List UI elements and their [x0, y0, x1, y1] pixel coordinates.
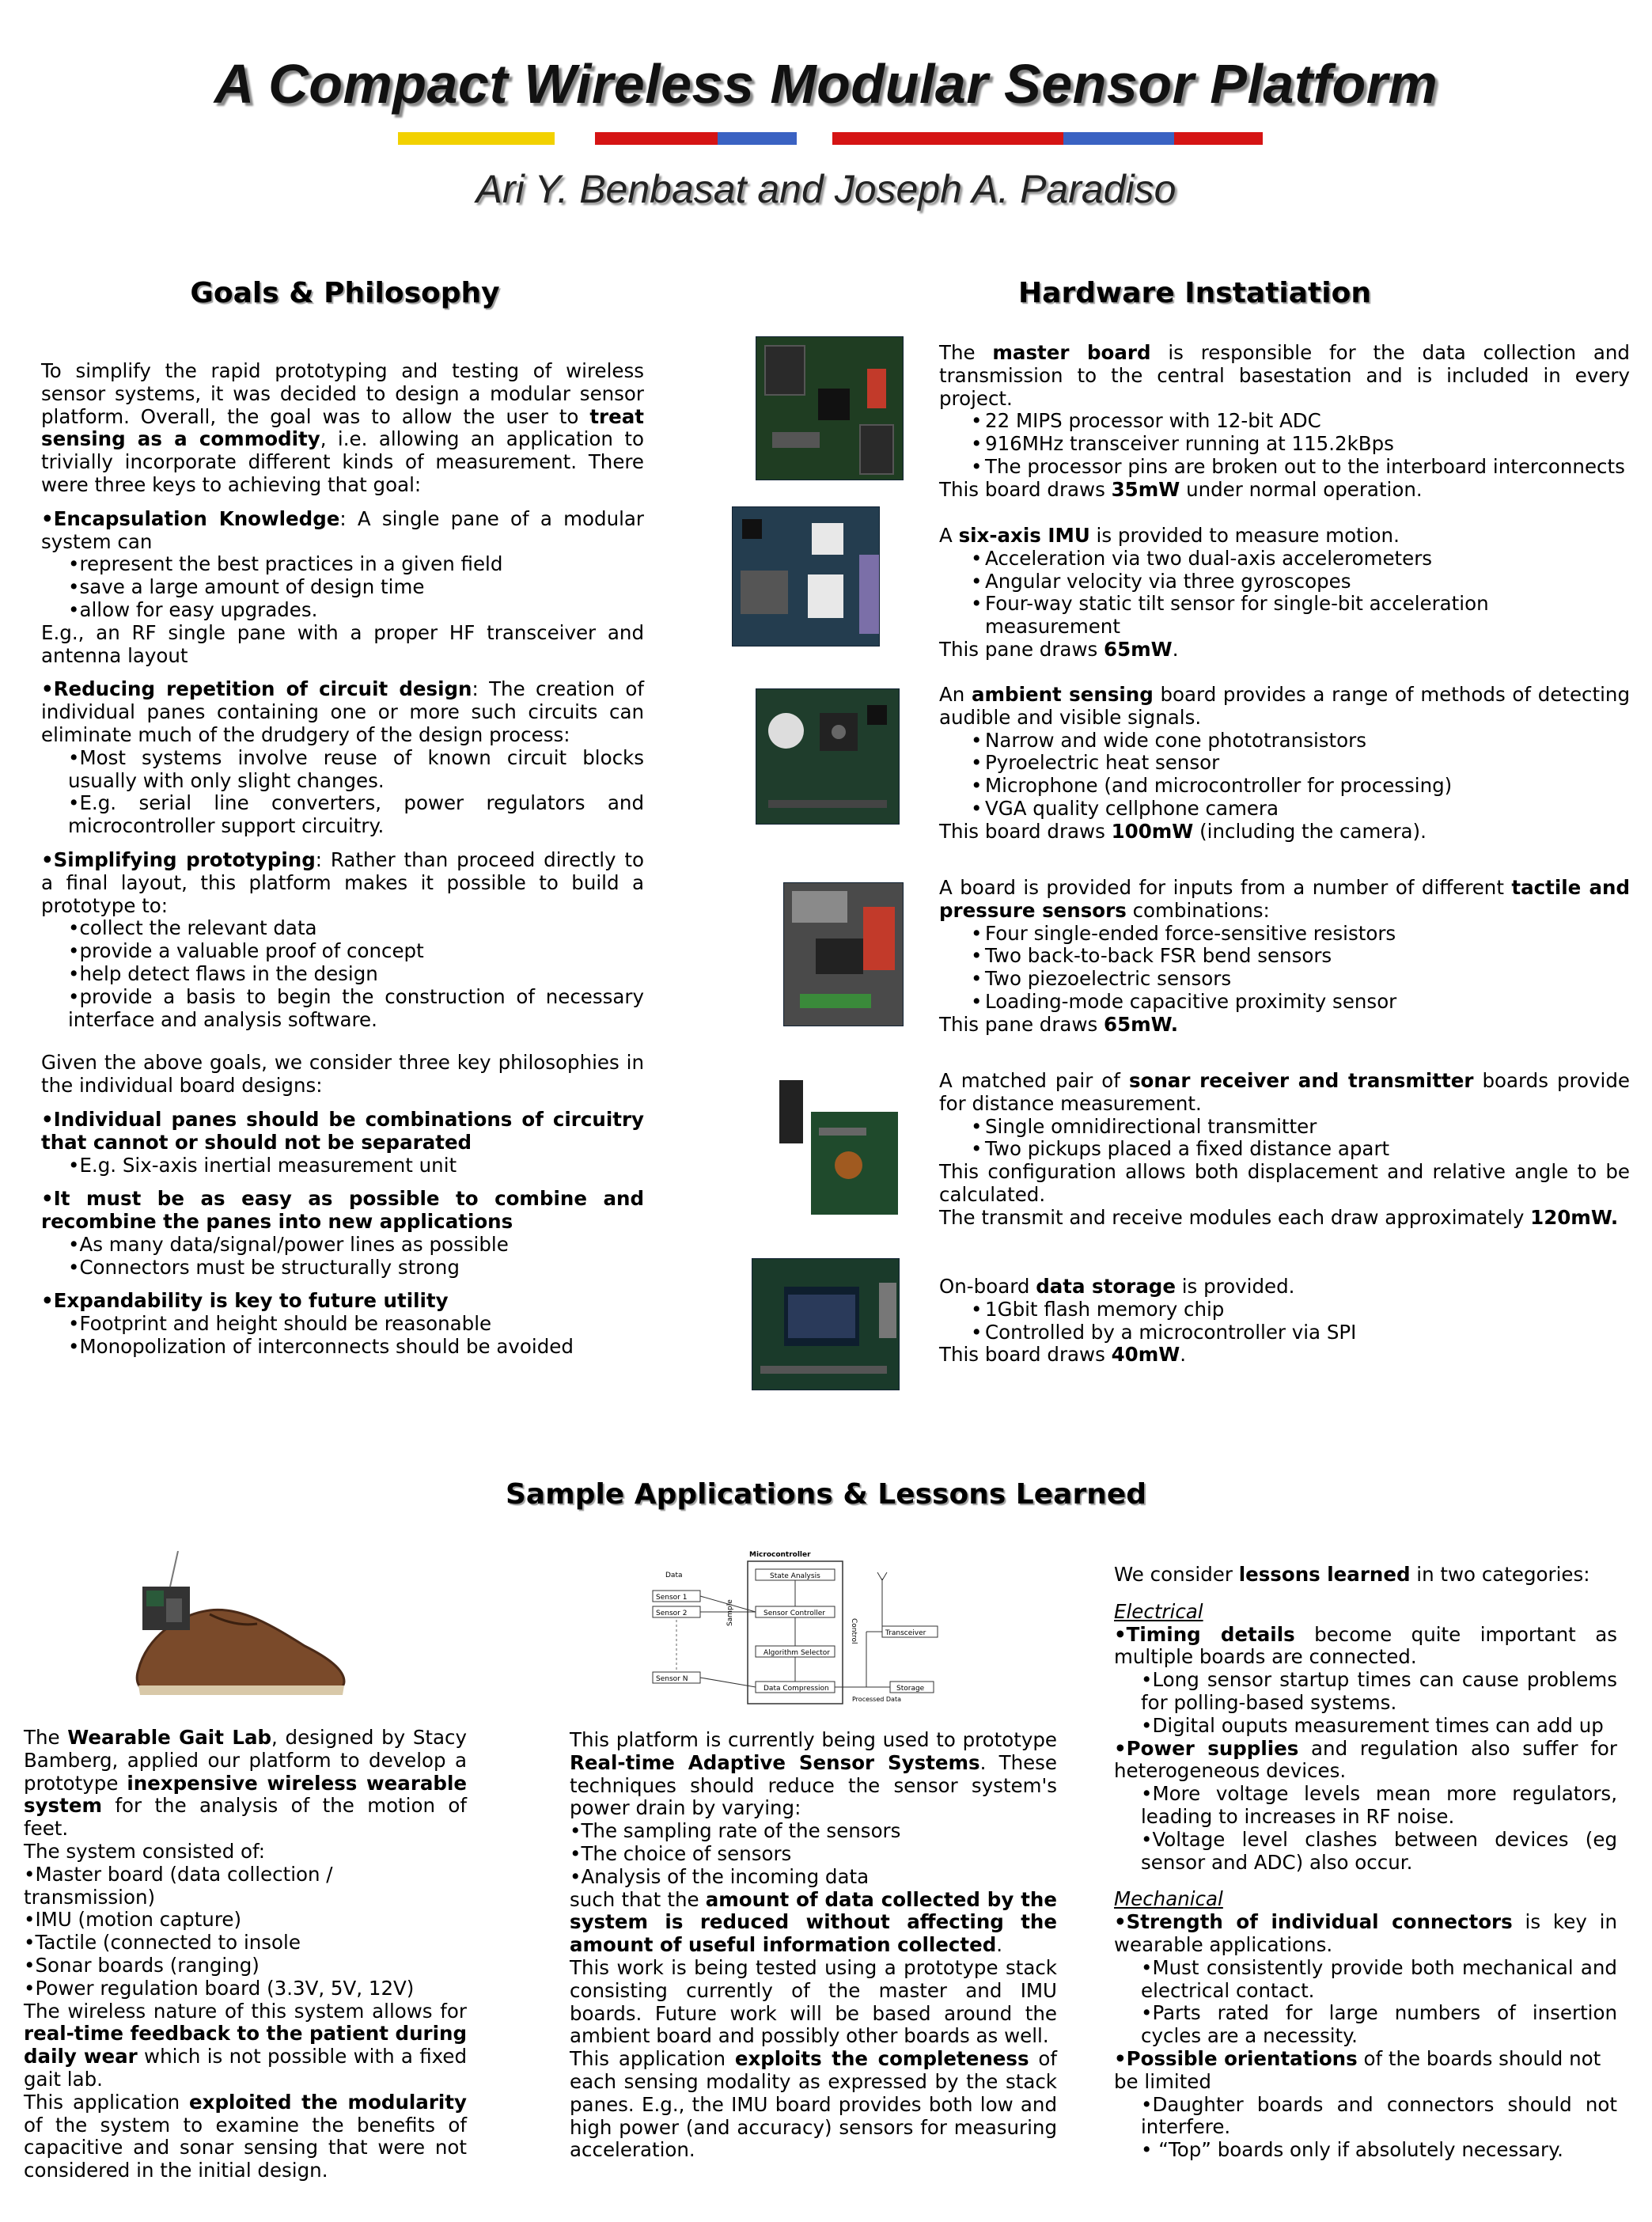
ambient-text: An ambient sensing board provides a range of methods of detecting audible and visible signals. • Narrow and wide cone phototransistors • Pyroelectric heat sensor • Microphone (and microcontroller for processing) • VGA quality cellphone camera This board draws 100mW (including the camera). [939, 684, 1630, 844]
diagram-data-label: Data [665, 1572, 683, 1579]
poster-title: A Compact Wireless Modular Sensor Platform [214, 53, 1438, 115]
diagram-sample: Sample [726, 1599, 734, 1626]
lessons-text: We consider lessons learned in two categories: Electrical •Timing details become quite important as multiple boards are connected. •Long sensor startup times can cause problems for polling-based systems. •Digital ouputs measurement times can add up •Power supplies and regulation also suffer for heterogeneous devices. •More voltage levels mean more regulators, leading to increases in RF noise. •Voltage level clashes between devices (eg sensor and ADC) also occur. Mechanical •Strength of individual connectors is key in wearable applications. •Must consistently provide both mechanical and electrical contact. •Parts rated for large numbers of insertion cycles are a necessity. •Possible orientations of the boards should not be limited •Daughter boards and connectors should not interfere. • “Top” boards only if absolutely necessary. [1114, 1563, 1618, 2162]
gait-shoe-image [123, 1551, 352, 1709]
stripe-blue-1 [718, 132, 797, 145]
diagram-control: Control [850, 1618, 858, 1644]
gait-lab-text: The Wearable Gait Lab, designed by Stacy Bamberg, applied our platform to develop a prototype inexpensive wireless wearable system for the analysis of the motion of feet. The system consisted of: •Master board (data collection / transmission) •IMU (motion capture) •Tactile (connected to insole •Sonar boards (ranging) •Power regulation board (3.3V, 5V, 12V) The wireless nature of this system allows for real-time feedback to the patient during daily wear which is not possible with a fixed gait lab. This application exploited the modularity of the system to examine the benefits of capacitive and sonar sensing that were not considered in the initial design. [24, 1726, 468, 2182]
diagram-comp: Data Compression [763, 1685, 829, 1693]
rass-text: This platform is currently being used to prototype Real-time Adaptive Sensor Systems. These techniques should reduce the sensor system's power drain by varying: •The sampling rate of the sensors •The choice of sensors •Analysis of the incoming data such that the amount of data collected by the system is reduced without affecting the amount of useful information collected. This work is being tested using a prototype stack consisting currently of the master and IMU boards. Future work will be based around the ambient board and possibly other boards as well. This application exploits the completeness of each sensing modality as expressed by the stack panes. E.g., the IMU board provides both low and high power (and accuracy) sensors for measuring acceleration. [570, 1728, 1058, 2162]
master-board-photo [756, 336, 904, 480]
stripe-red-3 [1174, 132, 1263, 145]
hardware-heading: Hardware Instatiation [1018, 277, 1371, 309]
diagram-sensorN: Sensor N [656, 1675, 688, 1683]
imu-board-photo [732, 506, 880, 647]
sonar-text: A matched pair of sonar receiver and transmitter boards provide for distance measurement. • Single omnidirectional transmitter • Two pickups placed a fixed distance apart This configuration allows both displacement and relative angle to be calculated. The transmit and receive modules each draw approximately 120mW. [939, 1070, 1630, 1230]
tactile-text: A board is provided for inputs from a number of different tactile and pressure sensors combinations: • Four single-ended force-sensitive resistors • Two back-to-back FSR bend sensors • Two piezoelectric sensors • Loading-mode capacitive proximity sensor This pane draws 65mW. [939, 877, 1630, 1037]
storage-text: On-board data storage is provided. • 1Gbit flash memory chip • Controlled by a microcontroller via SPI This board draws 40mW. [939, 1276, 1630, 1367]
diagram-processed: Processed Data [852, 1696, 901, 1703]
apps-heading: Sample Applications & Lessons Learned [505, 1478, 1147, 1511]
diagram-transceiver: Transceiver [885, 1629, 926, 1637]
diagram-sensor1: Sensor 1 [656, 1594, 688, 1602]
goals-body: To simplify the rapid prototyping and testing of wireless sensor systems, it was decided to design a modular sensor platform. Overall, the goal was to allow the user to treat sensing as a commodity, i.e. allowing an application to trivially incorporate different kinds of measurement. There were three keys to achieving that goal: •Encapsulation Knowledge: A single pane of a modular system can •represent the best practices in a given field •save a large amount of design time •allow for easy upgrades. E.g., an RF single pane with a proper HF transceiver and antenna layout •Reducing repetition of circuit design: The creation of individual panes containing one or more such circuits can eliminate much of the drudgery of the design process: •Most systems involve reuse of known circuit blocks usually with only slight changes. •E.g. serial line converters, power regulators and microcontroller support circuitry. •Simplifying prototyping: Rather than proceed directly to a final layout, this platform makes it possible to build a prototype to: •collect the relevant data •provide a valuable proof of concept •help detect flaws in the design •provide a basis to begin the construction of necessary interface and analysis software. Given the above goals, we consider three key philosophies in the individual board designs: •Individual panes should be combinations of circuitry that cannot or should not be separated •E.g. Six-axis inertial measurement unit •It must be as easy as possible to combine and recombine the panes into new applications •As many data/signal/power lines as possible •Connectors must be structurally strong •Expandability is key to future utility •Footprint and height should be reasonable •Monopolization of interconnects should be avoided [41, 359, 645, 1359]
ambient-board-photo [756, 688, 900, 825]
diagram-algo: Algorithm Selector [763, 1649, 830, 1657]
diagram-sensor2: Sensor 2 [656, 1610, 688, 1617]
poster-authors: Ari Y. Benbasat and Joseph A. Paradiso [476, 167, 1176, 211]
stripe-yellow [398, 132, 555, 145]
sonar-board-photo [779, 1072, 902, 1219]
stripe-red-1 [595, 132, 718, 145]
rass-block-diagram [645, 1547, 949, 1709]
diagram-state: State Analysis [770, 1572, 820, 1580]
stripe-red-2 [832, 132, 1063, 145]
diagram-ctrl: Sensor Controller [763, 1610, 825, 1617]
stripe-blue-2 [1063, 132, 1174, 145]
storage-board-photo [752, 1258, 900, 1390]
master-board-text: The master board is responsible for the data collection and transmission to the central basestation and is included in every project. • 22 MIPS processor with 12-bit ADC • 916MHz transceiver running at 115.2kBps • The processor pins are broken out to the interboard interconnects This board draws 35mW under normal operation. [939, 342, 1630, 502]
diagram-storage: Storage [896, 1685, 925, 1693]
tactile-board-photo [783, 882, 904, 1026]
goals-heading: Goals & Philosophy [190, 277, 500, 309]
imu-text: A six-axis IMU is provided to measure motion. • Acceleration via two dual-axis accelerometers • Angular velocity via three gyroscopes • Four-way static tilt sensor for single-bit acceleration measurement This pane draws 65mW. [939, 525, 1630, 662]
diagram-title: Microcontroller [749, 1551, 811, 1559]
